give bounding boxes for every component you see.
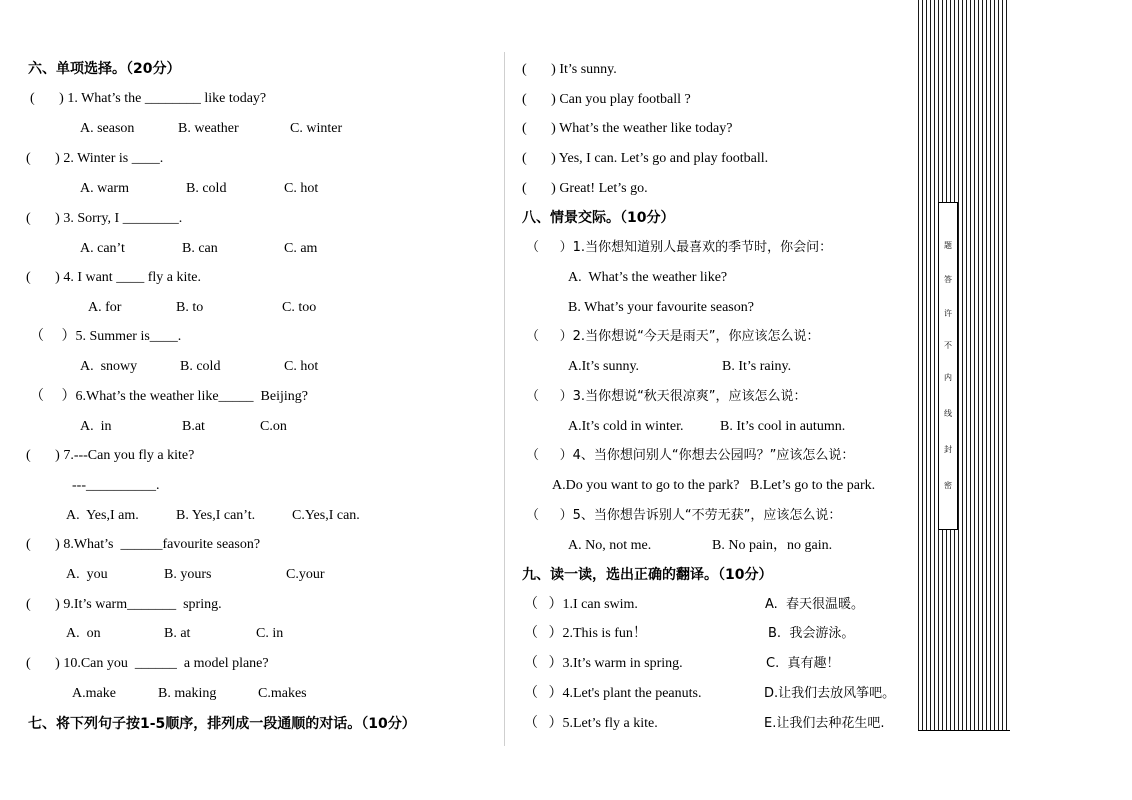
q4-option-c: C. too <box>282 300 317 315</box>
translate-choice-b: B. 我会游泳。 <box>768 626 855 641</box>
s2-option-b: B. It’s rainy. <box>722 359 792 374</box>
question-8: ( ) 8.What’s ______favourite season? <box>26 537 261 552</box>
question-2: ( ) 2. Winter is ____. <box>26 151 164 166</box>
q4-option-a: A. for <box>88 300 122 315</box>
seal-char: 答 <box>944 275 952 284</box>
binding-margin <box>918 0 1010 731</box>
q1-option-c: C. winter <box>290 121 343 136</box>
seal-char: 线 <box>944 409 952 418</box>
q7-option-c: C.Yes,I can. <box>292 508 360 523</box>
q3-option-c: C. am <box>284 241 318 256</box>
question-4: ( ) 4. I want ____ fly a kite. <box>26 270 201 285</box>
q2-option-c: C. hot <box>284 181 319 196</box>
q7-option-a: A. Yes,I am. <box>66 508 139 523</box>
s5-option-a: A. No, not me. <box>568 538 652 553</box>
q8-option-c: C.your <box>286 567 325 582</box>
s1-option-a: A. What’s the weather like? <box>568 270 728 285</box>
seal-char: 封 <box>944 445 952 454</box>
situation-5: （ ）5、当你想告诉别人“不劳无获”，应该怎么说： <box>526 508 842 523</box>
q4-option-b: B. to <box>176 300 204 315</box>
translate-item-3: （ ）3.It’s warm in spring. <box>524 656 683 671</box>
dialogue-line-4: ( ) Yes, I can. Let’s go and play football. <box>522 151 769 166</box>
q8-option-a: A. you <box>66 567 108 582</box>
column-divider <box>504 52 505 746</box>
s5-option-b: B. No pain，no gain. <box>712 538 833 553</box>
q10-option-c: C.makes <box>258 686 307 701</box>
section-9-title: 九、读一读，选出正确的翻译。（10分） <box>522 567 773 583</box>
q9-option-c: C. in <box>256 626 284 641</box>
q6-option-b: B.at <box>182 419 205 434</box>
q3-option-b: B. can <box>182 241 218 256</box>
situation-2: （ ）2.当你想说“今天是雨天”，你应该怎么说： <box>526 329 820 344</box>
translate-choice-a: A. 春天很温暖。 <box>765 597 865 612</box>
translate-choice-e: E.让我们去种花生吧. <box>764 716 885 731</box>
question-1: ( ) 1. What’s the ________ like today? <box>30 91 267 106</box>
q8-option-b: B. yours <box>164 567 212 582</box>
seal-char: 题 <box>944 241 952 250</box>
q6-option-a: A. in <box>80 419 112 434</box>
translate-choice-d: D.让我们去放风筝吧。 <box>764 686 896 701</box>
q5-option-b: B. cold <box>180 359 221 374</box>
q10-option-a: A.make <box>72 686 116 701</box>
q7-reply-blank: ---__________. <box>72 478 160 493</box>
seal-char: 不 <box>944 341 952 350</box>
s2-option-a: A.It’s sunny. <box>568 359 640 374</box>
q2-option-b: B. cold <box>186 181 227 196</box>
q10-option-b: B. making <box>158 686 217 701</box>
situation-3: （ ）3.当你想说“秋天很凉爽”，应该怎么说： <box>526 389 807 404</box>
q6-option-c: C.on <box>260 419 287 434</box>
section-8-title: 八、情景交际。（10分） <box>522 210 675 226</box>
q3-option-a: A. can’t <box>80 241 125 256</box>
s1-option-b: B. What’s your favourite season? <box>568 300 754 315</box>
dialogue-line-3: ( ) What’s the weather like today? <box>522 121 733 136</box>
dialogue-line-2: ( ) Can you play football ? <box>522 92 691 107</box>
q9-option-a: A. on <box>66 626 101 641</box>
seal-char: 密 <box>944 481 952 490</box>
q5-option-a: A. snowy <box>80 359 138 374</box>
q9-option-b: B. at <box>164 626 191 641</box>
translate-choice-c: C. 真有趣！ <box>766 656 840 671</box>
translate-item-1: （ ）1.I can swim. <box>524 597 638 612</box>
q1-option-a: A. season <box>80 121 135 136</box>
dialogue-line-5: ( ) Great! Let’s go. <box>522 181 648 196</box>
question-5: （ ）5. Summer is____. <box>30 329 182 344</box>
section-7-title: 七、将下列句子按1-5顺序，排列成一段通顺的对话。（10分） <box>28 716 416 732</box>
s3-option-a: A.It’s cold in winter. <box>568 419 684 434</box>
s3-option-b: B. It’s cool in autumn. <box>720 419 846 434</box>
translate-item-5: （ ）5.Let’s fly a kite. <box>524 716 658 731</box>
question-6: （ ）6.What’s the weather like_____ Beijing? <box>30 389 308 404</box>
q7-option-b: B. Yes,I can’t. <box>176 508 256 523</box>
seal-char: 许 <box>944 309 952 318</box>
situation-1: （ ）1.当你想知道别人最喜欢的季节时，你会问： <box>526 240 833 255</box>
question-3: ( ) 3. Sorry, I ________. <box>26 211 183 226</box>
translate-item-2: （ ）2.This is fun！ <box>524 626 647 641</box>
question-9: ( ) 9.It’s warm_______ spring. <box>26 597 222 612</box>
question-10: ( ) 10.Can you ______ a model plane? <box>26 656 269 671</box>
seal-char: 内 <box>944 373 952 382</box>
q2-option-a: A. warm <box>80 181 129 196</box>
s4-options: A.Do you want to go to the park? B.Let’s go to the park. <box>552 478 876 493</box>
translate-item-4: （ ）4.Let's plant the peanuts. <box>524 686 702 701</box>
dialogue-line-1: ( ) It’s sunny. <box>522 62 617 77</box>
section-6-title: 六、单项选择。（20分） <box>28 61 181 77</box>
question-7: ( ) 7.---Can you fly a kite? <box>26 448 195 463</box>
q1-option-b: B. weather <box>178 121 239 136</box>
situation-4: （ ）4、当你想问别人“你想去公园吗？”应该怎么说： <box>526 448 855 463</box>
q5-option-c: C. hot <box>284 359 319 374</box>
